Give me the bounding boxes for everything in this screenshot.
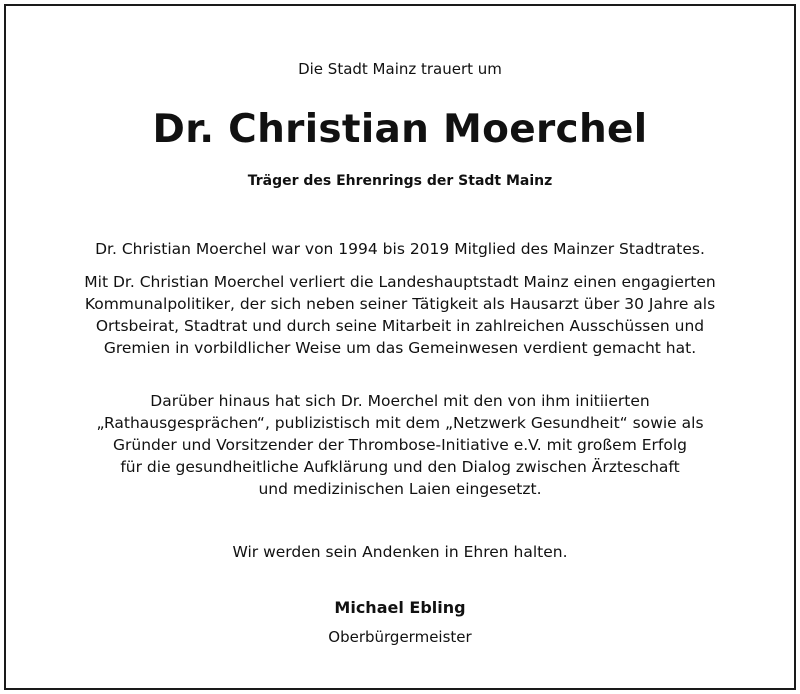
paragraph-line: für die gesundheitliche Aufklärung und den Dialog zwischen Ärzteschaft <box>120 458 680 476</box>
paragraph-line: Gründer und Vorsitzender der Thrombose-Initiative e.V. mit großem Erfolg <box>113 436 687 454</box>
honor-subtitle: Träger des Ehrenrings der Stadt Mainz <box>247 173 553 189</box>
signer-role: Oberbürgermeister <box>328 628 472 646</box>
deceased-name: Dr. Christian Moerchel <box>152 107 648 152</box>
paragraph-line: und medizinischen Laien eingesetzt. <box>258 480 542 498</box>
paragraph-line: Darüber hinaus hat sich Dr. Moerchel mit den von ihm initiierten <box>150 392 650 410</box>
closing-statement: Wir werden sein Andenken in Ehren halten. <box>232 543 568 561</box>
obituary-notice <box>4 4 796 690</box>
paragraph-line: Ortsbeirat, Stadtrat und durch seine Mitarbeit in zahlreichen Ausschüssen und <box>95 317 705 335</box>
paragraph-line: „Rathausgesprächen“, publizistisch mit dem „Netzwerk Gesundheit“ sowie als <box>96 414 704 432</box>
paragraph-line: Mit Dr. Christian Moerchel verliert die Landeshauptstadt Mainz einen engagierten <box>84 273 716 291</box>
signer-name: Michael Ebling <box>334 598 466 617</box>
paragraph-line: Gremien in vorbildlicher Weise um das Gemeinwesen verdient gemacht hat. <box>103 339 697 357</box>
paragraph-line: Dr. Christian Moerchel war von 1994 bis 2019 Mitglied des Mainzer Stadtrates. <box>95 240 705 258</box>
paragraph-achievements <box>6 390 794 500</box>
paragraph-membership <box>6 238 794 260</box>
paragraph-line: Kommunalpolitiker, der sich neben seiner Tätigkeit als Hausarzt über 30 Jahre als <box>84 295 716 313</box>
intro-text: Die Stadt Mainz trauert um <box>298 60 502 78</box>
paragraph-career <box>6 271 794 359</box>
